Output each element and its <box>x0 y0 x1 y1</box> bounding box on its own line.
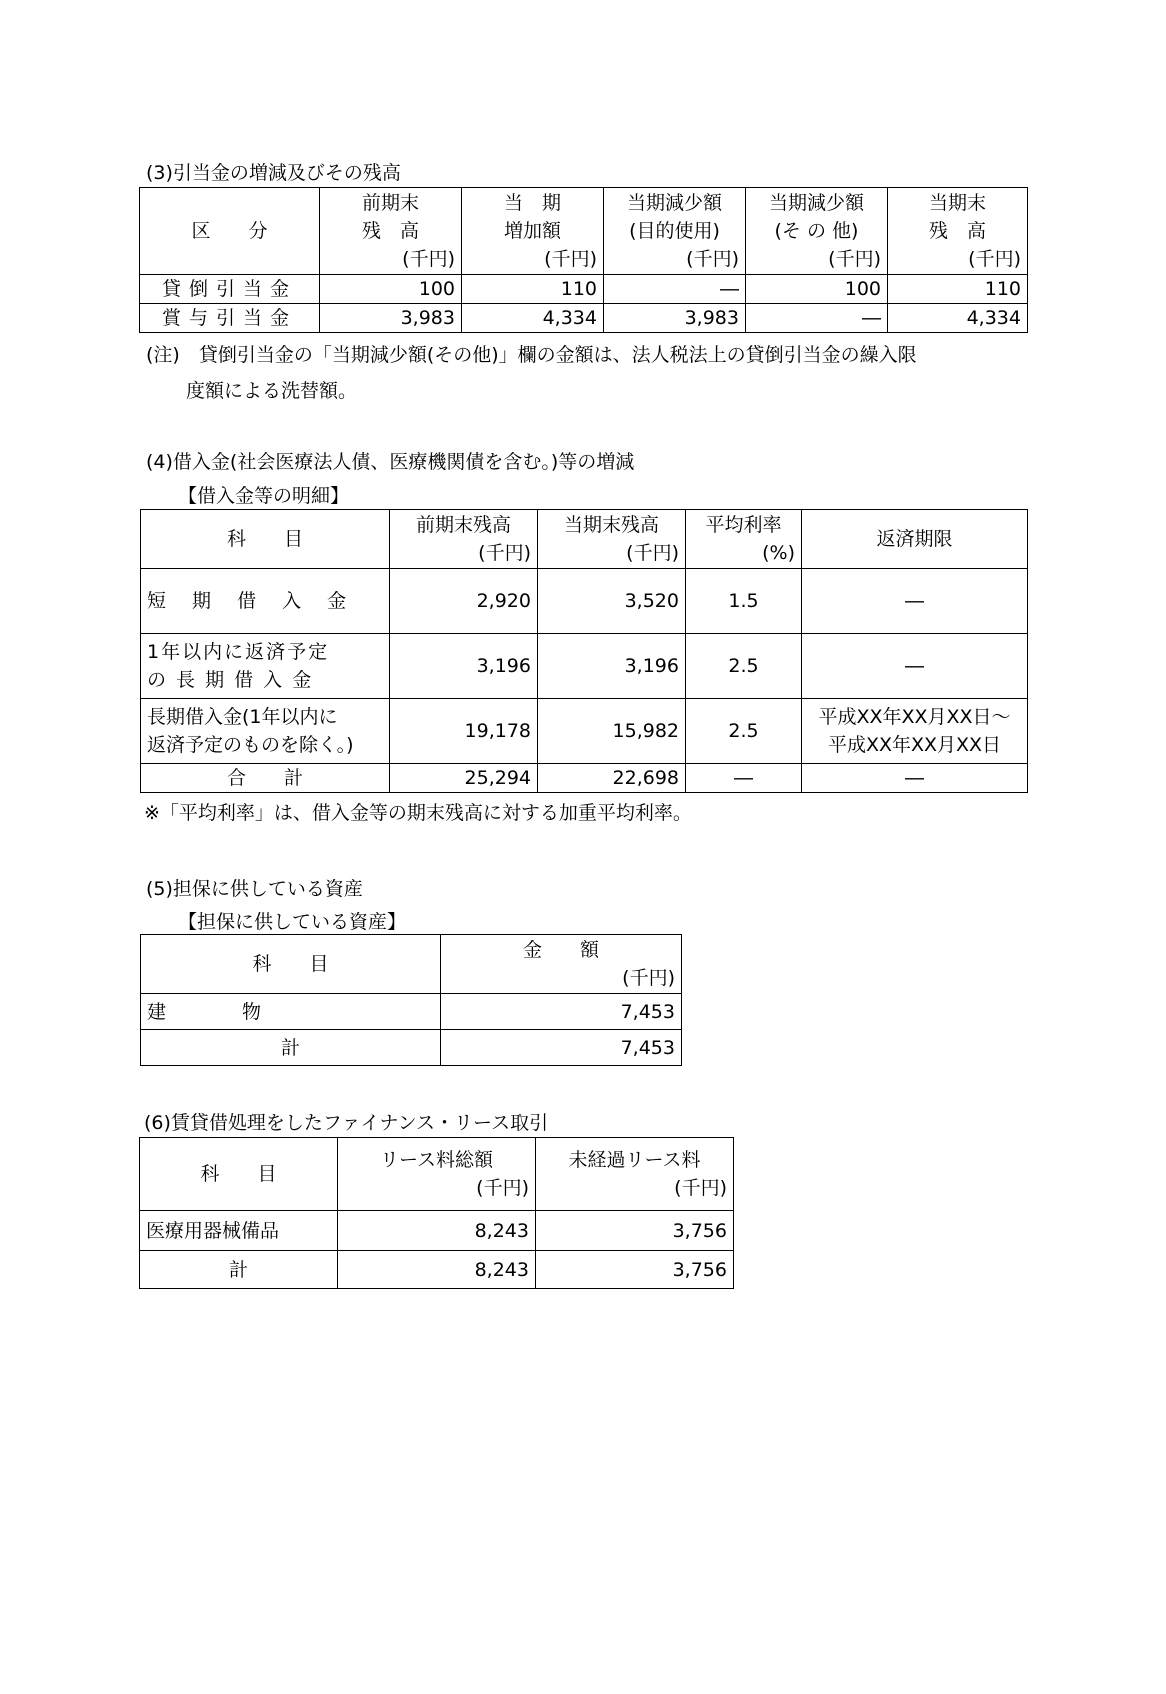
cell: ― <box>802 764 1028 793</box>
cell: ― <box>802 569 1028 634</box>
row-label: 計 <box>141 1030 441 1066</box>
cell: 100 <box>746 275 888 304</box>
cell: ― <box>604 275 746 304</box>
table-row <box>140 275 1028 304</box>
cell: 3,196 <box>538 634 686 699</box>
row-label: 貸倒引当金 <box>140 275 320 304</box>
header-decrease-purpose: 当期減少額 (目的使用) (千円) <box>604 188 746 275</box>
header-kamoku: 科 目 <box>140 1138 338 1211</box>
cell: 100 <box>320 275 462 304</box>
cell: 7,453 <box>441 994 682 1030</box>
cell: 3,196 <box>390 634 538 699</box>
header-due: 返済期限 <box>802 510 1028 569</box>
section4-subtitle: 【借入金等の明細】 <box>178 485 350 507</box>
lease-table <box>139 1137 734 1289</box>
total-row <box>140 1251 734 1289</box>
total-row <box>141 764 1028 793</box>
header-prev-balance: 前期末 残 高 (千円) <box>320 188 462 275</box>
cell: 22,698 <box>538 764 686 793</box>
collateral-header-row <box>141 935 682 994</box>
table-row <box>140 1211 734 1251</box>
cell: ― <box>686 764 802 793</box>
row-label: 建 物 <box>141 994 441 1030</box>
header-kamoku: 科 目 <box>141 510 390 569</box>
borrowings-header-row <box>141 510 1028 569</box>
table-row <box>141 699 1028 764</box>
section5-title: (5)担保に供している資産 <box>146 878 363 900</box>
row-label: 長期借入金(1年以内に 返済予定のものを除く。) <box>141 699 390 764</box>
section4-note: ※「平均利率」は、借入金等の期末残高に対する加重平均利率。 <box>144 802 692 824</box>
section3-title: (3)引当金の増減及びその残高 <box>146 162 401 184</box>
allowance-header-row <box>140 188 1028 275</box>
header-increase: 当 期 増加額 (千円) <box>462 188 604 275</box>
cell: 3,756 <box>536 1251 734 1289</box>
header-amount: 金 額 (千円) <box>441 935 682 994</box>
row-label: 医療用器械備品 <box>140 1211 338 1251</box>
cell: 19,178 <box>390 699 538 764</box>
header-kamoku: 科 目 <box>141 935 441 994</box>
section4-title: (4)借入金(社会医療法人債、医療機関債を含む。)等の増減 <box>146 451 635 473</box>
header-kubun: 区 分 <box>140 188 320 275</box>
section3-note-line2: 度額による洗替額。 <box>186 380 358 402</box>
row-label: 短 期 借 入 金 <box>141 569 390 634</box>
cell: 7,453 <box>441 1030 682 1066</box>
row-label: 合 計 <box>141 764 390 793</box>
table-row <box>140 304 1028 333</box>
cell: 3,520 <box>538 569 686 634</box>
row-label: 1年以内に返済予定 の 長 期 借 入 金 <box>141 634 390 699</box>
header-current-balance: 当期末残高 (千円) <box>538 510 686 569</box>
cell: 15,982 <box>538 699 686 764</box>
row-label: 計 <box>140 1251 338 1289</box>
collateral-table <box>140 934 682 1066</box>
cell: 110 <box>888 275 1028 304</box>
table-row <box>141 994 682 1030</box>
header-current-balance: 当期末 残 高 (千円) <box>888 188 1028 275</box>
cell: 8,243 <box>338 1211 536 1251</box>
cell: ― <box>746 304 888 333</box>
lease-header-row <box>140 1138 734 1211</box>
cell: 1.5 <box>686 569 802 634</box>
total-row <box>141 1030 682 1066</box>
allowance-table <box>139 187 1028 333</box>
section3-note-line1: (注) 貸倒引当金の「当期減少額(その他)」欄の金額は、法人税法上の貸倒引当金の繰入限 <box>146 344 917 366</box>
cell: 平成XX年XX月XX日～ 平成XX年XX月XX日 <box>802 699 1028 764</box>
cell: 2,920 <box>390 569 538 634</box>
cell: 4,334 <box>462 304 604 333</box>
borrowings-table <box>140 509 1028 793</box>
header-prev-balance: 前期末残高 (千円) <box>390 510 538 569</box>
table-row <box>141 569 1028 634</box>
section5-subtitle: 【担保に供している資産】 <box>178 911 407 933</box>
cell: 3,983 <box>604 304 746 333</box>
cell: 110 <box>462 275 604 304</box>
cell: ― <box>802 634 1028 699</box>
cell: 4,334 <box>888 304 1028 333</box>
header-lease-remaining: 未経過リース料 (千円) <box>536 1138 734 1211</box>
header-avg-rate: 平均利率 (%) <box>686 510 802 569</box>
header-decrease-other: 当期減少額 (そ の 他) (千円) <box>746 188 888 275</box>
table-row <box>141 634 1028 699</box>
cell: 3,983 <box>320 304 462 333</box>
row-label: 賞与引当金 <box>140 304 320 333</box>
cell: 3,756 <box>536 1211 734 1251</box>
cell: 25,294 <box>390 764 538 793</box>
cell: 2.5 <box>686 634 802 699</box>
section6-title: (6)賃貸借処理をしたファイナンス・リース取引 <box>144 1112 549 1134</box>
cell: 2.5 <box>686 699 802 764</box>
cell: 8,243 <box>338 1251 536 1289</box>
header-lease-total: リース料総額 (千円) <box>338 1138 536 1211</box>
